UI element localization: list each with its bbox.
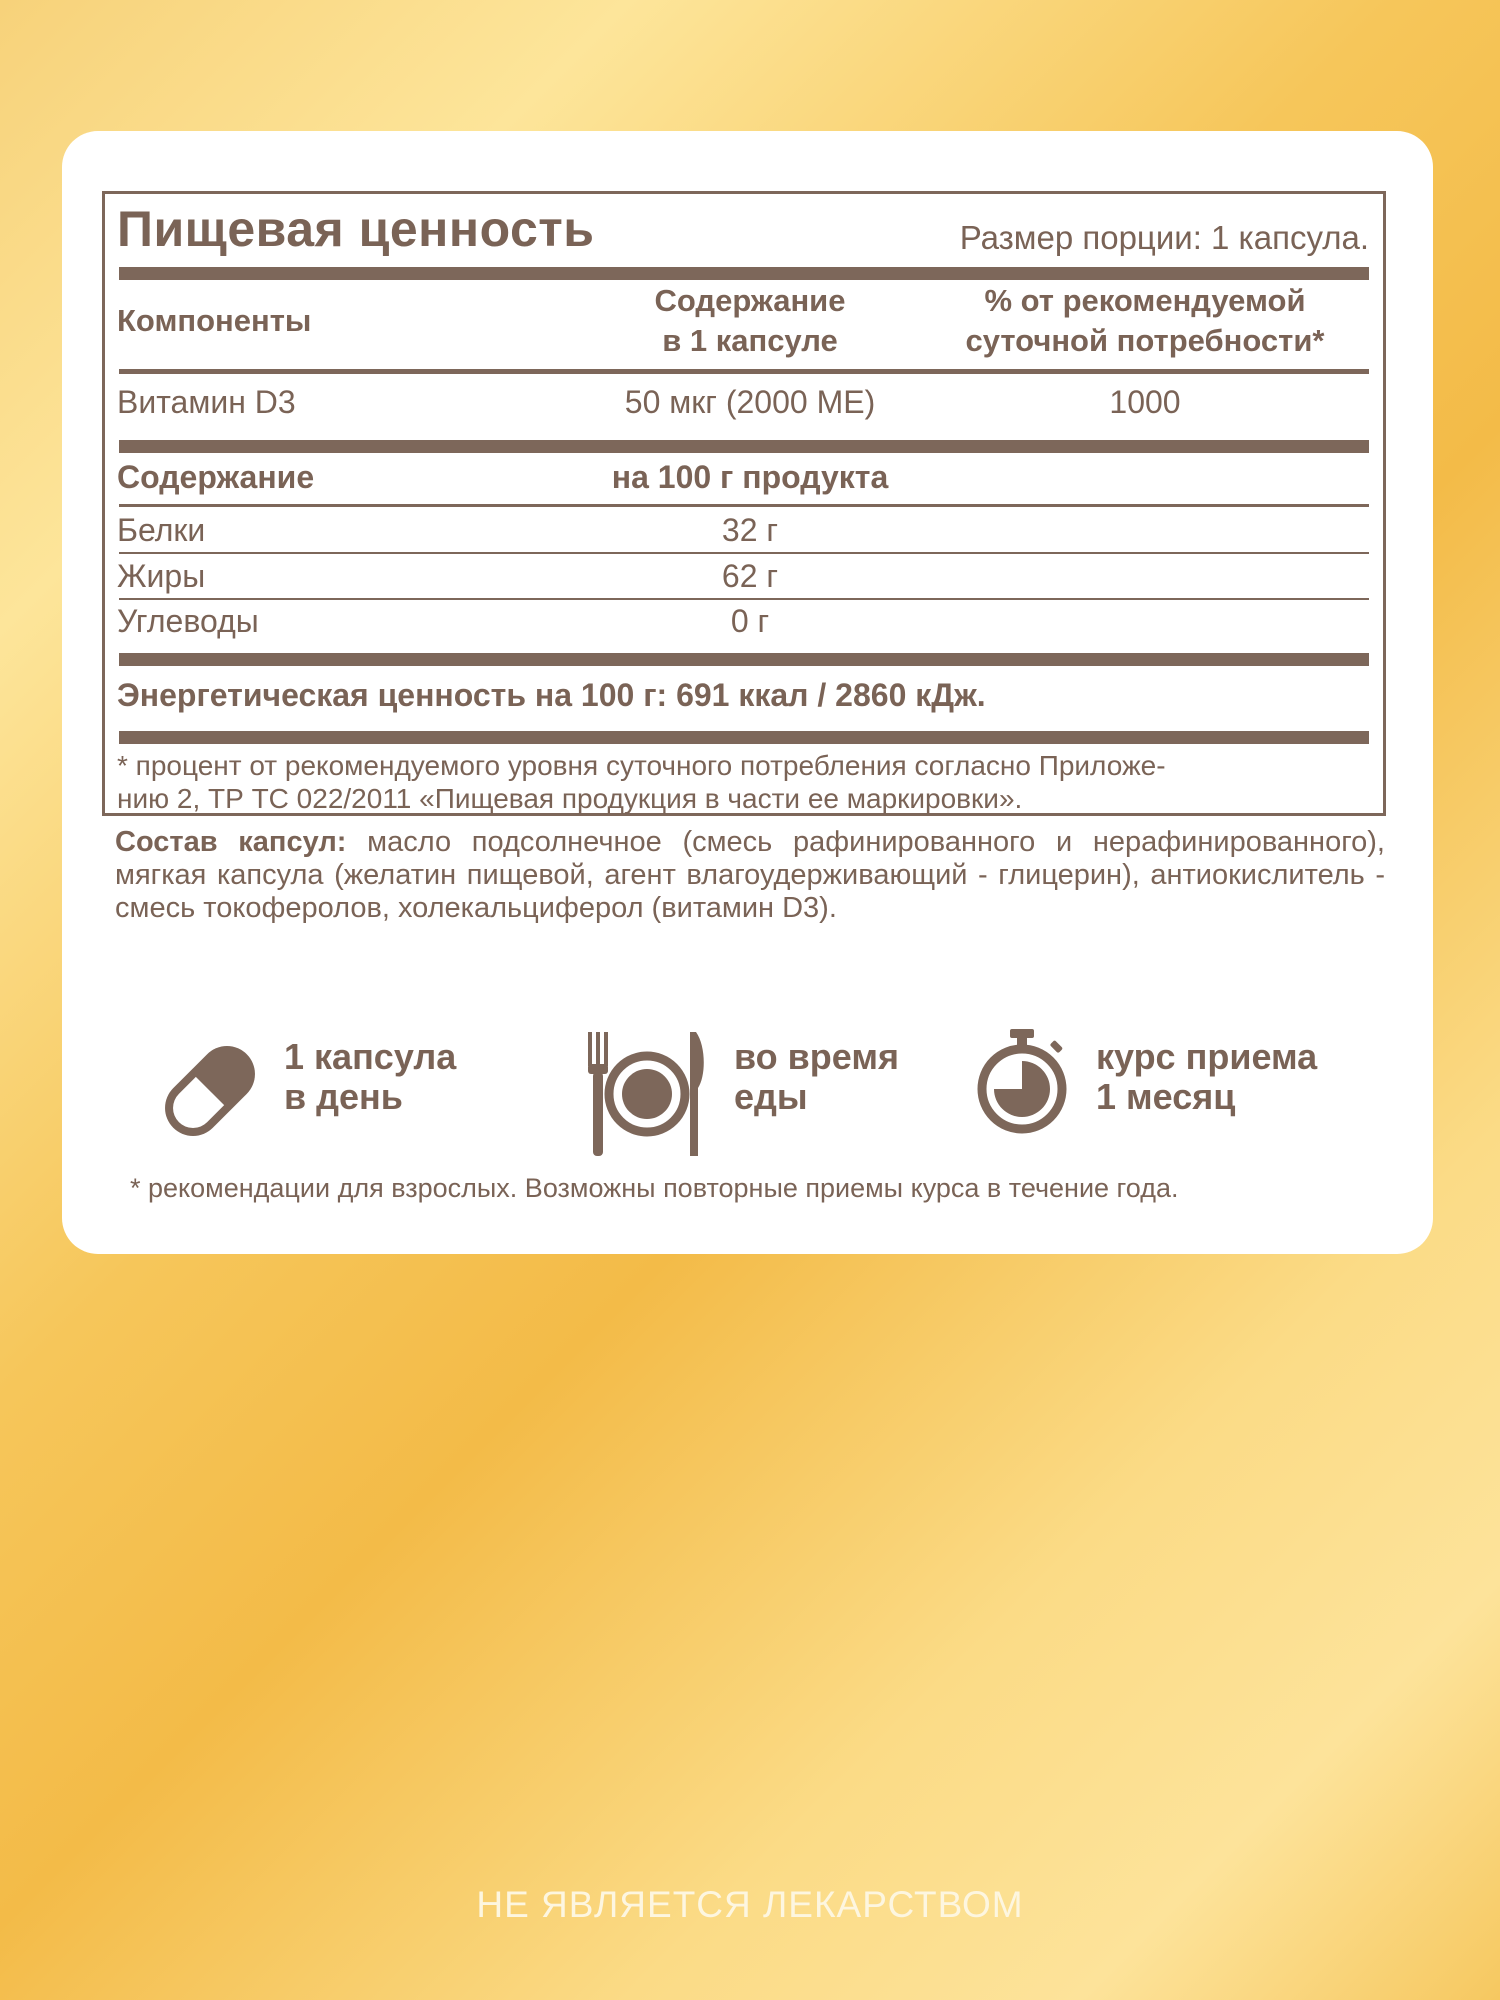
dosage-3-line1: курс приема: [1096, 1036, 1318, 1077]
dosage-1-line1: 1 капсула: [284, 1036, 457, 1077]
dosage-3-line2: 1 месяц: [1096, 1076, 1236, 1117]
row-protein-name: Белки: [117, 512, 206, 548]
divider-hairline: [119, 552, 1369, 554]
divider-thin: [119, 504, 1369, 507]
vitamin-amount: 50 мкг (2000 МЕ): [624, 384, 876, 420]
disclaimer: НЕ ЯВЛЯЕТСЯ ЛЕКАРСТВОМ: [476, 1884, 1024, 1925]
composition-label: Состав капсул:: [115, 826, 347, 858]
dosage-1-line2: в день: [284, 1076, 403, 1117]
row-carbs-value: 0 г: [730, 603, 770, 639]
recommendation-note: * рекомендации для взрослых. Возможны повторные приемы курса в течение года.: [130, 1173, 1179, 1203]
header-content-line1: Содержание: [654, 283, 846, 318]
footnote-line1: * процент от рекомендуемого уровня суточного потребления согласно Приложе-: [117, 750, 1166, 781]
divider-hairline: [119, 598, 1369, 600]
per100-label: Содержание: [117, 459, 315, 495]
footnote-line2: нию 2, ТР ТС 022/2011 «Пищевая продукция в части ее маркировки».: [117, 783, 1023, 814]
serving-size: Размер порции: 1 капсула.: [959, 219, 1369, 256]
divider-thick: [119, 267, 1369, 280]
header-content-line2: в 1 капсуле: [662, 323, 838, 358]
divider-thick: [119, 653, 1369, 666]
row-protein-value: 32 г: [721, 512, 779, 548]
row-carbs-name: Углеводы: [117, 603, 259, 639]
energy-value: Энергетическая ценность на 100 г: 691 ккал / 2860 кДж.: [117, 677, 986, 713]
row-fat-name: Жиры: [117, 558, 206, 594]
composition-text: [115, 826, 1385, 925]
divider-thick: [119, 440, 1369, 453]
stopwatch-icon: [972, 1027, 1072, 1142]
per100-value: на 100 г продукта: [611, 459, 889, 495]
plate-cutlery-icon: [582, 1026, 712, 1171]
info-card: [62, 131, 1433, 1254]
vitamin-name: Витамин D3: [117, 384, 296, 420]
dosage-2-line2: еды: [734, 1076, 808, 1117]
vitamin-percent: 1000: [1109, 384, 1181, 420]
capsule-icon: [150, 1031, 270, 1156]
nutrition-facts-panel: [102, 191, 1386, 816]
header-percent-line2: суточной потребности*: [965, 323, 1325, 358]
divider-thick: [119, 731, 1369, 744]
header-components: Компоненты: [117, 303, 312, 338]
composition-body: масло подсолнечное (смесь рафинированного и нерафинированного), мягкая капсула (желатин пищевой, агент влагоудерживающий - глицерин), антиокислитель - смесь токоферолов, холекальциферол (витамин D3).: [115, 826, 1385, 924]
row-fat-value: 62 г: [721, 558, 779, 594]
divider: [119, 369, 1369, 374]
dosage-2-line1: во время: [734, 1036, 899, 1077]
header-percent-line1: % от рекомендуемой: [984, 283, 1306, 318]
nutrition-title: Пищевая ценность: [117, 201, 595, 257]
